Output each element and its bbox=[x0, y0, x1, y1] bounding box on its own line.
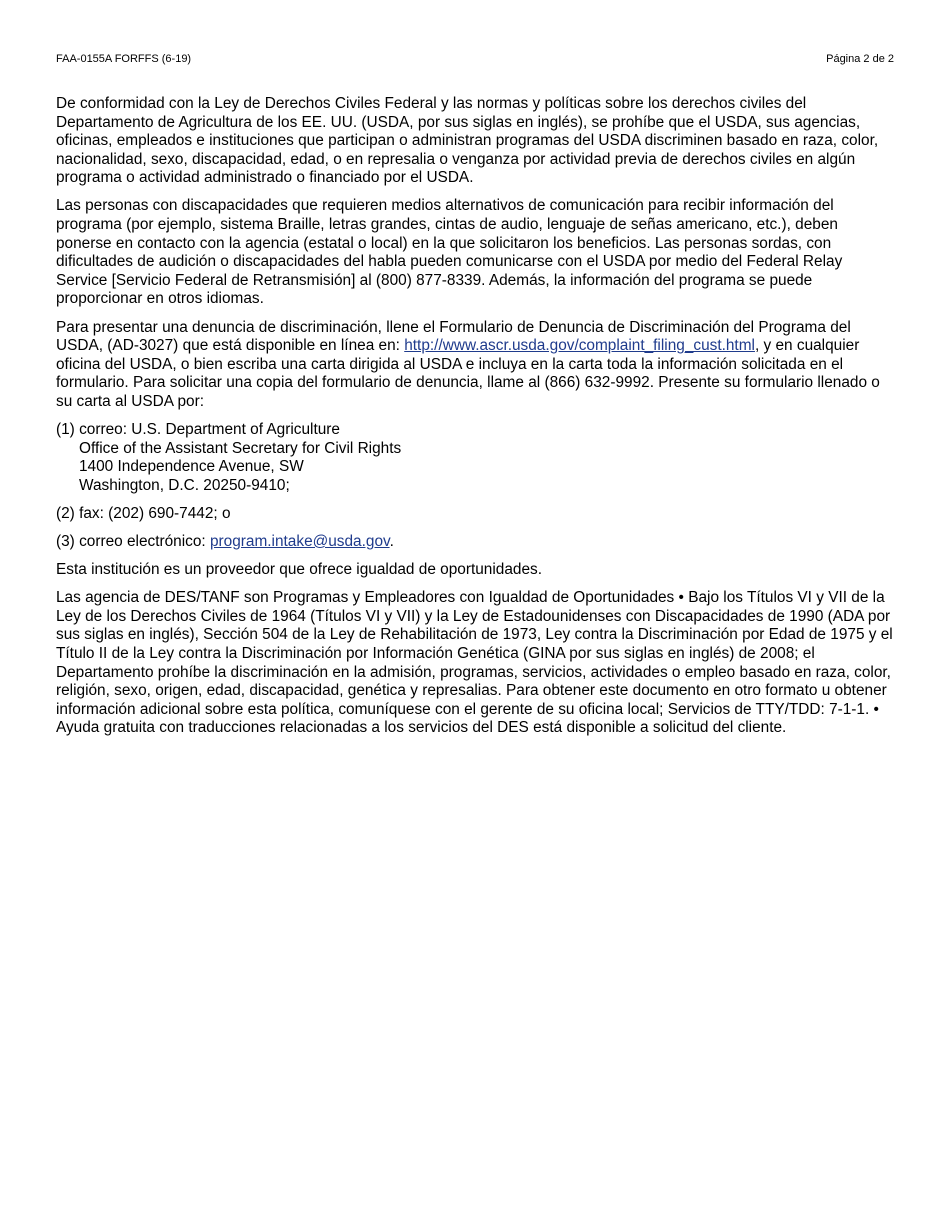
disabilities-paragraph: Las personas con discapacidades que requieren medios alternativos de comunicación para recibir información del programa (por ejemplo, sistema Braille, letras grandes, cintas de audio, lenguaje de señas americano, etc.), deben ponerse en contacto con la agencia (estatal o local) en la que solicitaron los beneficios. Las personas sordas, con dificultades de audición o discapacidades del habla pueden comunicarse con el USDA por medio del Federal Relay Service [Servicio Federal de Retransmisión] al (800) 877-8339. Además, la información del programa se puede proporcionar en otros idiomas. bbox=[56, 197, 843, 308]
mail-line-3: 1400 Independence Avenue, SW bbox=[79, 458, 304, 476]
email-line bbox=[56, 533, 894, 552]
page-number: Página 2 de 2 bbox=[826, 53, 894, 65]
equal-opportunity-statement: Esta institución es un proveedor que ofrece igualdad de oportunidades. bbox=[56, 561, 542, 579]
fax-line: (2) fax: (202) 690-7442; o bbox=[56, 504, 231, 522]
complaint-paragraph bbox=[56, 319, 894, 412]
complaint-text-after: , y en cualquier oficina del USDA, o bien escriba una carta dirigida al USDA e incluya en la carta toda la información solicitada en el formulario. Para solicitar una copia del formulario de denuncia, llame al (866) 632-9992. Presente su formulario llenado o su carta al USDA por: bbox=[56, 337, 880, 410]
document-body bbox=[56, 95, 894, 747]
mail-line-1: (1) correo: U.S. Department of Agriculture bbox=[56, 421, 340, 438]
email-label: (3) correo electrónico: bbox=[56, 532, 210, 550]
mail-line-2: Office of the Assistant Secretary for Civil Rights bbox=[79, 439, 402, 457]
document-page bbox=[56, 0, 896, 1230]
complaint-text-before: Para presentar una denuncia de discriminación, llene el Formulario de Denuncia de Discriminación del Programa del USDA, (AD-3027) que está disponible en línea en: bbox=[56, 318, 851, 355]
email-suffix: . bbox=[389, 532, 394, 550]
nondiscrimination-paragraph: De conformidad con la Ley de Derechos Civiles Federal y las normas y políticas sobre los derechos civiles del Departamento de Agricultura de los EE. UU. (USDA, por sus siglas en inglés), se prohíbe que el USDA, sus agencias, oficinas, empleados e instituciones que participan o administran programas del USDA discriminen basado en raza, color, nacionalidad, sexo, discapacidad, edad, o en represalia o venganza por actividad previa de derechos civiles en algún programa o actividad administrado o financiado por el USDA. bbox=[56, 95, 879, 187]
email-link[interactable]: program.intake@usda.gov bbox=[209, 532, 390, 550]
form-id: FAA-0155A FORFFS (6-19) bbox=[56, 53, 192, 65]
mail-address-block bbox=[56, 421, 894, 495]
mail-line-4: Washington, D.C. 20250-9410; bbox=[79, 476, 290, 494]
des-tanf-notice: Las agencia de DES/TANF son Programas y Empleadores con Igualdad de Oportunidades • Bajo los Títulos VI y VII de la Ley de los Derechos Civiles de 1964 (Títulos VI y VII) y la Ley de Estadounidenses con Discapacidades de 1990 (ADA por sus siglas en inglés), Sección 504 de la Ley de Rehabilitación de 1973, Ley contra la Discriminación por Edad de 1975 y el Título II de la Ley contra la Discriminación por Información Genética (GINA por sus siglas en inglés) de 2008; el Departamento prohíbe la discriminación en la admisión, programas, servicios, actividades o empleo basado en raza, color, religión, sexo, origen, edad, discapacidad, genética y represalias. Para obtener este documento en otro formato u obtener información adicional sobre esta política, comuníquese con el gerente de su oficina local; Servicios de TTY/TDD: 7-1-1. • Ayuda gratuita con traducciones relacionadas a los servicios del DES está disponible a solicitud del cliente. bbox=[56, 589, 893, 737]
complaint-form-link[interactable]: http://www.ascr.usda.gov/complaint_filing_cust.html bbox=[404, 337, 755, 355]
